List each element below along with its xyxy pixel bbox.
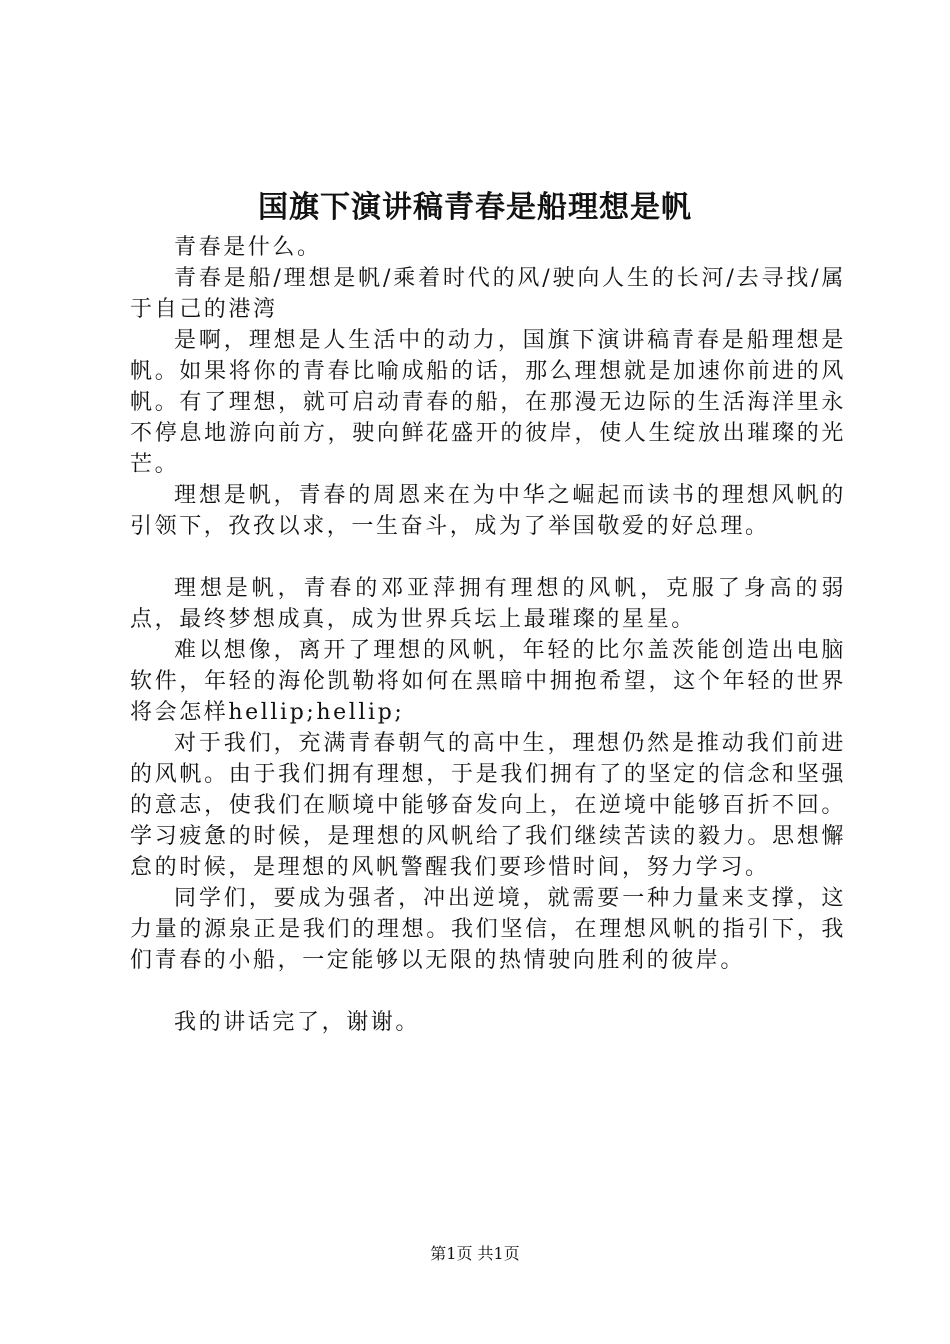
- paragraph: 难以想像，离开了理想的风帆，年轻的比尔盖茨能创造出电脑软件，年轻的海伦凯勒将如何在黑暗中拥抱希望，这个年轻的世界将会怎样hellip;hellip;: [130, 638, 846, 725]
- paragraph: 我的讲话完了，谢谢。: [174, 1010, 421, 1035]
- document-body: [130, 232, 846, 1038]
- paragraph: 是啊，理想是人生活中的动力，国旗下演讲稿青春是船理想是帆。如果将你的青春比喻成船的话，那么理想就是加速你前进的风帆。有了理想，就可启动青春的船，在那漫无边际的生活海洋里永不停息地游向前方，驶向鲜花盛开的彼岸，使人生绽放出璀璨的光芒。: [130, 328, 846, 477]
- paragraph: 青春是船/理想是帆/乘着时代的风/驶向人生的长河/去寻找/属于自己的港湾: [130, 266, 846, 322]
- paragraph: 对于我们，充满青春朝气的高中生，理想仍然是推动我们前进的风帆。由于我们拥有理想，于是我们拥有了的坚定的信念和坚强的意志，使我们在顺境中能够奋发向上，在逆境中能够百折不回。学习疲惫的时候，是理想的风帆给了我们继续苦读的毅力。思想懈怠的时候，是理想的风帆警醒我们要珍惜时间，努力学习。: [130, 731, 846, 880]
- paragraph: 理想是帆，青春的邓亚萍拥有理想的风帆，克服了身高的弱点，最终梦想成真，成为世界兵坛上最璀璨的星星。: [130, 576, 846, 632]
- paragraph: 同学们，要成为强者，冲出逆境，就需要一种力量来支撑，这力量的源泉正是我们的理想。我们坚信，在理想风帆的指引下，我们青春的小船，一定能够以无限的热情驶向胜利的彼岸。: [130, 886, 846, 973]
- page-number-footer: 第1页 共1页: [430, 1244, 520, 1263]
- paragraph: 理想是帆，青春的周恩来在为中华之崛起而读书的理想风帆的引领下，孜孜以求，一生奋斗，成为了举国敬爱的好总理。: [130, 483, 846, 539]
- paragraph: 青春是什么。: [174, 235, 322, 260]
- document-title: 国旗下演讲稿青春是船理想是帆: [258, 190, 692, 225]
